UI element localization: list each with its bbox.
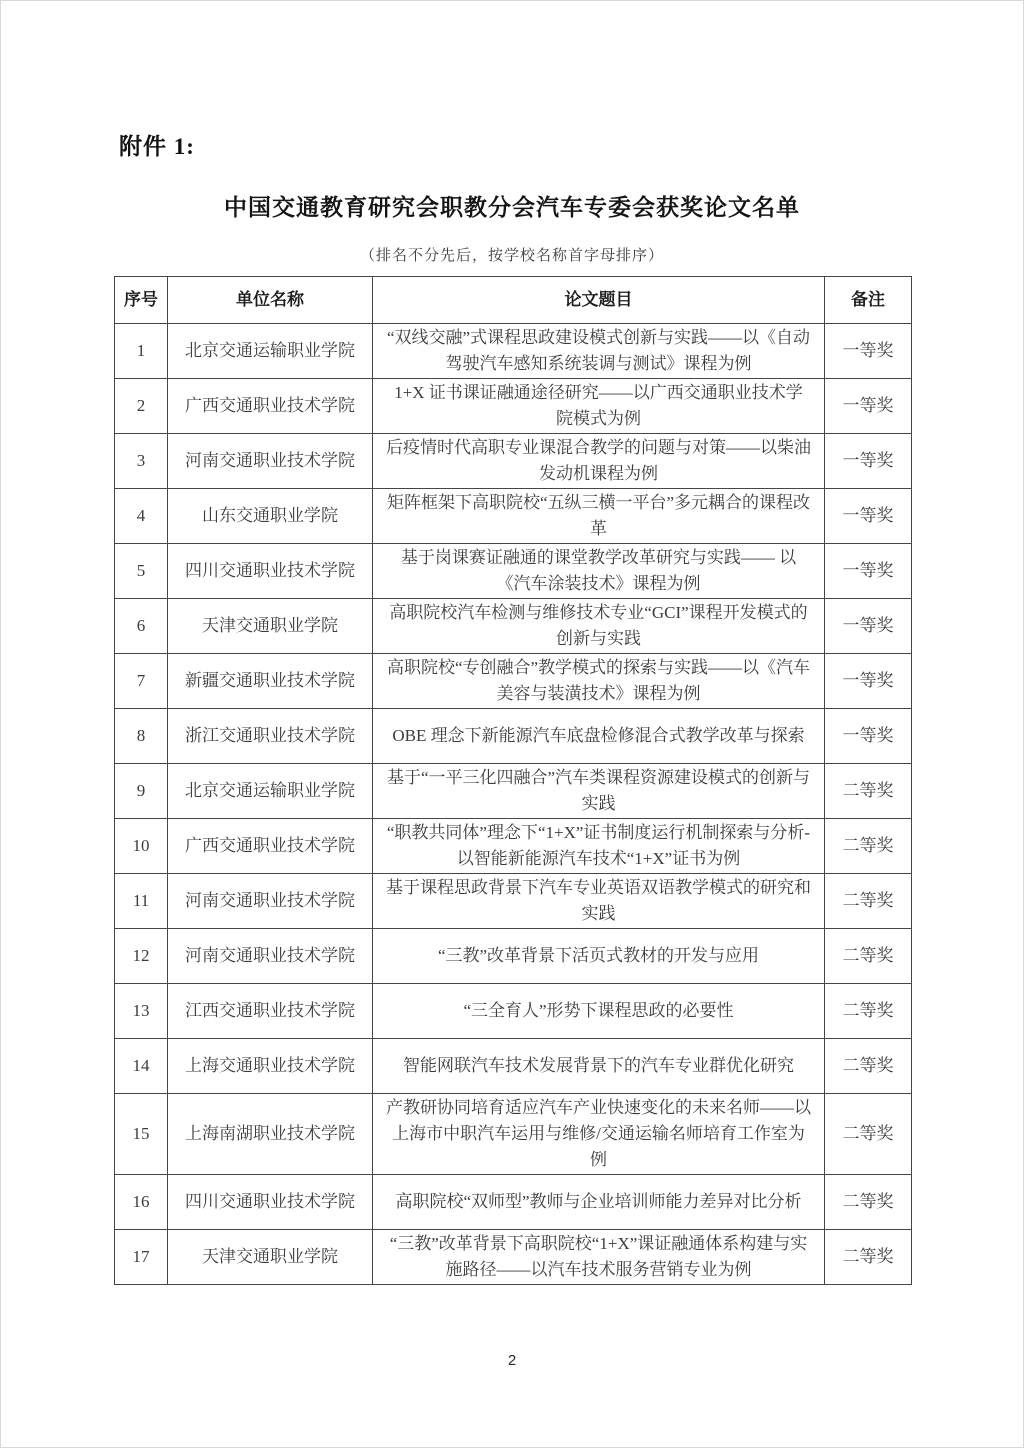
paper-title-cell: “职教共同体”理念下“1+X”证书制度运行机制探索与分析-以智能新能源汽车技术“1+X”证书为例 [373,819,825,874]
award-cell: 一等奖 [825,489,912,544]
table-row [115,819,912,874]
paper-title-cell: 矩阵框架下高职院校“五纵三横一平台”多元耦合的课程改革 [373,489,825,544]
award-table [114,276,912,1285]
attachment-label: 附件 1: [119,134,195,159]
table-row [115,379,912,434]
table-row [115,324,912,379]
paper-title-cell: 高职院校汽车检测与维修技术专业“GCI”课程开发模式的创新与实践 [373,599,825,654]
row-number-cell: 15 [115,1094,168,1175]
unit-name-cell: 河南交通职业技术学院 [168,929,373,984]
table-row [115,654,912,709]
unit-name-cell: 天津交通职业学院 [168,599,373,654]
unit-name-cell: 江西交通职业技术学院 [168,984,373,1039]
table-row [115,929,912,984]
unit-name-cell: 四川交通职业技术学院 [168,544,373,599]
row-number-cell: 5 [115,544,168,599]
table-row [115,764,912,819]
row-number-cell: 2 [115,379,168,434]
row-number-cell: 12 [115,929,168,984]
row-number-cell: 14 [115,1039,168,1094]
award-cell: 一等奖 [825,434,912,489]
paper-title-cell: 基于课程思政背景下汽车专业英语双语教学模式的研究和实践 [373,874,825,929]
award-cell: 一等奖 [825,709,912,764]
row-number-cell: 3 [115,434,168,489]
table-row [115,1175,912,1230]
award-cell: 二等奖 [825,1039,912,1094]
table-row [115,1230,912,1285]
header-award: 备注 [825,277,912,324]
table-row [115,709,912,764]
paper-title-cell: “三教”改革背景下活页式教材的开发与应用 [373,929,825,984]
award-cell: 一等奖 [825,379,912,434]
paper-title-cell: 高职院校“双师型”教师与企业培训师能力差异对比分析 [373,1175,825,1230]
unit-name-cell: 北京交通运输职业学院 [168,324,373,379]
row-number-cell: 9 [115,764,168,819]
award-cell: 二等奖 [825,764,912,819]
unit-name-cell: 上海交通职业技术学院 [168,1039,373,1094]
row-number-cell: 6 [115,599,168,654]
table-row [115,1039,912,1094]
page-subtitle: （排名不分先后，按学校名称首字母排序） [359,248,664,264]
row-number-cell: 13 [115,984,168,1039]
paper-title-cell: OBE 理念下新能源汽车底盘检修混合式教学改革与探索 [373,709,825,764]
award-cell: 二等奖 [825,1175,912,1230]
row-number-cell: 1 [115,324,168,379]
header-unit: 单位名称 [168,277,373,324]
table-row [115,489,912,544]
header-paper-title: 论文题目 [373,277,825,324]
table-row [115,874,912,929]
row-number-cell: 11 [115,874,168,929]
table-row [115,544,912,599]
row-number-cell: 7 [115,654,168,709]
unit-name-cell: 天津交通职业学院 [168,1230,373,1285]
award-cell: 二等奖 [825,874,912,929]
paper-title-cell: 1+X 证书课证融通途径研究——以广西交通职业技术学院模式为例 [373,379,825,434]
paper-title-cell: 基于岗课赛证融通的课堂教学改革研究与实践—— 以《汽车涂装技术》课程为例 [373,544,825,599]
paper-title-cell: “三全育人”形势下课程思政的必要性 [373,984,825,1039]
unit-name-cell: 北京交通运输职业学院 [168,764,373,819]
table-row [115,599,912,654]
award-cell: 二等奖 [825,1230,912,1285]
award-table-wrap [114,276,911,1285]
unit-name-cell: 浙江交通职业技术学院 [168,709,373,764]
row-number-cell: 10 [115,819,168,874]
award-cell: 二等奖 [825,819,912,874]
table-row [115,434,912,489]
unit-name-cell: 上海南湖职业技术学院 [168,1094,373,1175]
unit-name-cell: 新疆交通职业技术学院 [168,654,373,709]
header-no: 序号 [115,277,168,324]
unit-name-cell: 河南交通职业技术学院 [168,434,373,489]
table-row [115,1094,912,1175]
paper-title-cell: 智能网联汽车技术发展背景下的汽车专业群优化研究 [373,1039,825,1094]
award-cell: 一等奖 [825,599,912,654]
page-title: 中国交通教育研究会职教分会汽车专委会获奖论文名单 [224,195,800,220]
row-number-cell: 17 [115,1230,168,1285]
row-number-cell: 16 [115,1175,168,1230]
paper-title-cell: “双线交融”式课程思政建设模式创新与实践——以《自动驾驶汽车感知系统装调与测试》课程为例 [373,324,825,379]
unit-name-cell: 四川交通职业技术学院 [168,1175,373,1230]
unit-name-cell: 广西交通职业技术学院 [168,819,373,874]
unit-name-cell: 广西交通职业技术学院 [168,379,373,434]
award-cell: 二等奖 [825,1094,912,1175]
row-number-cell: 8 [115,709,168,764]
table-header-row [115,277,912,324]
paper-title-cell: 基于“一平三化四融合”汽车类课程资源建设模式的创新与实践 [373,764,825,819]
table-row [115,984,912,1039]
award-cell: 二等奖 [825,929,912,984]
paper-title-cell: 后疫情时代高职专业课混合教学的问题与对策——以柴油发动机课程为例 [373,434,825,489]
paper-title-cell: 产教研协同培育适应汽车产业快速变化的未来名师——以上海市中职汽车运用与维修/交通运输名师培育工作室为例 [373,1094,825,1175]
unit-name-cell: 河南交通职业技术学院 [168,874,373,929]
award-cell: 二等奖 [825,984,912,1039]
row-number-cell: 4 [115,489,168,544]
unit-name-cell: 山东交通职业学院 [168,489,373,544]
page-number: 2 [507,1352,517,1369]
award-cell: 一等奖 [825,544,912,599]
award-cell: 一等奖 [825,324,912,379]
table-body [115,324,912,1285]
paper-title-cell: “三教”改革背景下高职院校“1+X”课证融通体系构建与实施路径——以汽车技术服务营销专业为例 [373,1230,825,1285]
award-cell: 一等奖 [825,654,912,709]
paper-title-cell: 高职院校“专创融合”教学模式的探索与实践——以《汽车美容与装潢技术》课程为例 [373,654,825,709]
